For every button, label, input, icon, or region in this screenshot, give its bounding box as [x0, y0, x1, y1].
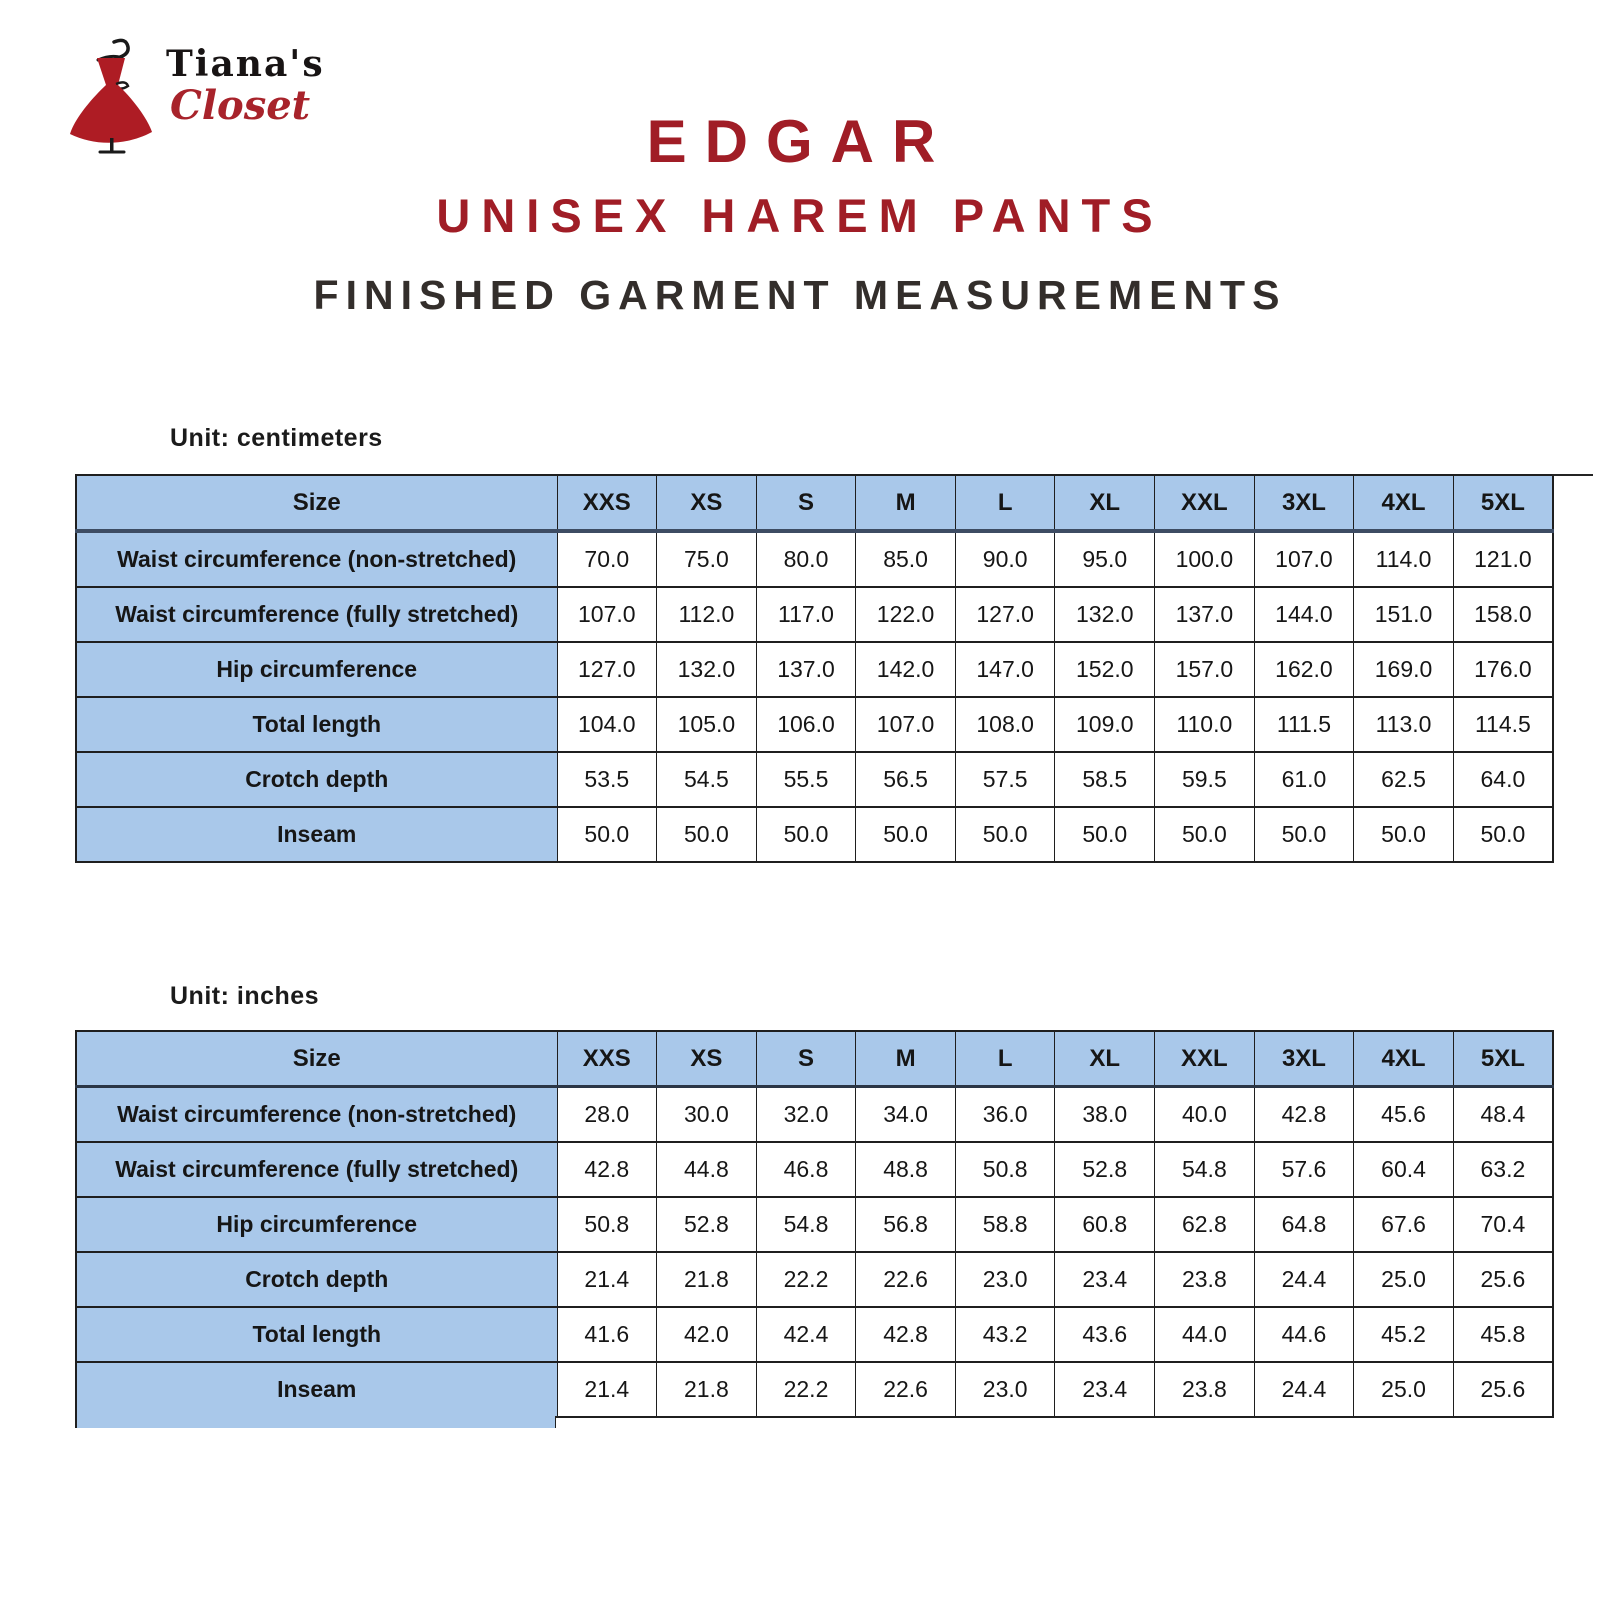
value-cell: 50.0: [1453, 807, 1553, 862]
value-cell: 23.4: [1055, 1252, 1155, 1307]
value-cell: 60.4: [1354, 1142, 1454, 1197]
value-cell: 127.0: [557, 642, 657, 697]
value-cell: 112.0: [657, 587, 757, 642]
value-cell: 48.8: [856, 1142, 956, 1197]
value-cell: 113.0: [1354, 697, 1454, 752]
unit-label-centimeters: Unit: centimeters: [170, 424, 383, 452]
value-cell: 176.0: [1453, 642, 1553, 697]
column-header-m: M: [856, 1031, 956, 1087]
value-cell: 34.0: [856, 1087, 956, 1143]
row-label: Waist circumference (non-stretched): [76, 1087, 557, 1143]
column-header-3xl: 3XL: [1254, 475, 1354, 531]
section-heading: FINISHED GARMENT MEASUREMENTS: [313, 272, 1287, 319]
column-header-4xl: 4XL: [1354, 1031, 1454, 1087]
column-header-xxs: XXS: [557, 475, 657, 531]
value-cell: 132.0: [1055, 587, 1155, 642]
value-cell: 147.0: [955, 642, 1055, 697]
value-cell: 44.6: [1254, 1307, 1354, 1362]
value-cell: 44.0: [1155, 1307, 1255, 1362]
value-cell: 43.2: [955, 1307, 1055, 1362]
value-cell: 114.5: [1453, 697, 1553, 752]
value-cell: 23.8: [1155, 1362, 1255, 1417]
value-cell: 23.8: [1155, 1252, 1255, 1307]
value-cell: 106.0: [756, 697, 856, 752]
value-cell: 137.0: [1155, 587, 1255, 642]
value-cell: 70.4: [1453, 1197, 1553, 1252]
page-subtitle: UNISEX HAREM PANTS: [436, 189, 1164, 242]
unit-label-inches: Unit: inches: [170, 982, 320, 1010]
value-cell: 64.8: [1254, 1197, 1354, 1252]
value-cell: 50.0: [657, 807, 757, 862]
value-cell: 50.0: [557, 807, 657, 862]
value-cell: 22.6: [856, 1252, 956, 1307]
table-row: [76, 807, 1553, 862]
value-cell: 54.8: [756, 1197, 856, 1252]
brand-name-line2: Closet: [170, 82, 311, 129]
value-cell: 50.8: [955, 1142, 1055, 1197]
column-header-5xl: 5XL: [1453, 1031, 1553, 1087]
column-header-m: M: [856, 475, 956, 531]
value-cell: 58.5: [1055, 752, 1155, 807]
value-cell: 109.0: [1055, 697, 1155, 752]
value-cell: 50.0: [1354, 807, 1454, 862]
value-cell: 41.6: [557, 1307, 657, 1362]
value-cell: 59.5: [1155, 752, 1255, 807]
value-cell: 42.8: [1254, 1087, 1354, 1143]
value-cell: 64.0: [1453, 752, 1553, 807]
value-cell: 23.4: [1055, 1362, 1155, 1417]
value-cell: 114.0: [1354, 531, 1454, 587]
value-cell: 75.0: [657, 531, 757, 587]
row-label: Hip circumference: [76, 642, 557, 697]
value-cell: 46.8: [756, 1142, 856, 1197]
size-column-header: Size: [76, 475, 557, 531]
gridline-artifact: [1552, 474, 1593, 476]
header-row: [76, 475, 1553, 531]
column-header-xs: XS: [657, 1031, 757, 1087]
table-row: [76, 642, 1553, 697]
value-cell: 54.8: [1155, 1142, 1255, 1197]
value-cell: 95.0: [1055, 531, 1155, 587]
value-cell: 24.4: [1254, 1362, 1354, 1417]
value-cell: 45.8: [1453, 1307, 1553, 1362]
value-cell: 56.5: [856, 752, 956, 807]
inches-table-container: [75, 1030, 1554, 1428]
value-cell: 85.0: [856, 531, 956, 587]
title-block: [0, 110, 1600, 317]
value-cell: 162.0: [1254, 642, 1354, 697]
value-cell: 42.8: [856, 1307, 956, 1362]
label-column-tail: [75, 1416, 556, 1428]
value-cell: 50.0: [1055, 807, 1155, 862]
value-cell: 43.6: [1055, 1307, 1155, 1362]
value-cell: 21.4: [557, 1252, 657, 1307]
value-cell: 22.2: [756, 1362, 856, 1417]
size-table-centimeters: [75, 474, 1554, 863]
value-cell: 40.0: [1155, 1087, 1255, 1143]
column-header-xxl: XXL: [1155, 1031, 1255, 1087]
brand-name-line1: Tiana's: [166, 43, 325, 85]
value-cell: 50.8: [557, 1197, 657, 1252]
table-row: [76, 1362, 1553, 1417]
column-header-l: L: [955, 475, 1055, 531]
value-cell: 57.5: [955, 752, 1055, 807]
value-cell: 50.0: [756, 807, 856, 862]
value-cell: 107.0: [856, 697, 956, 752]
table-row: [76, 1142, 1553, 1197]
table-row: [76, 531, 1553, 587]
value-cell: 61.0: [1254, 752, 1354, 807]
value-cell: 25.0: [1354, 1252, 1454, 1307]
value-cell: 90.0: [955, 531, 1055, 587]
value-cell: 50.0: [856, 807, 956, 862]
value-cell: 57.6: [1254, 1142, 1354, 1197]
column-header-xl: XL: [1055, 475, 1155, 531]
value-cell: 62.8: [1155, 1197, 1255, 1252]
value-cell: 52.8: [657, 1197, 757, 1252]
table-row: [76, 1087, 1553, 1143]
value-cell: 22.2: [756, 1252, 856, 1307]
column-header-xl: XL: [1055, 1031, 1155, 1087]
value-cell: 42.8: [557, 1142, 657, 1197]
value-cell: 80.0: [756, 531, 856, 587]
table-row: [76, 1197, 1553, 1252]
column-header-s: S: [756, 1031, 856, 1087]
value-cell: 23.0: [955, 1362, 1055, 1417]
value-cell: 62.5: [1354, 752, 1454, 807]
row-label: Total length: [76, 1307, 557, 1362]
value-cell: 32.0: [756, 1087, 856, 1143]
value-cell: 58.8: [955, 1197, 1055, 1252]
row-label: Waist circumference (fully stretched): [76, 1142, 557, 1197]
value-cell: 104.0: [557, 697, 657, 752]
column-header-xxl: XXL: [1155, 475, 1255, 531]
value-cell: 36.0: [955, 1087, 1055, 1143]
value-cell: 132.0: [657, 642, 757, 697]
value-cell: 117.0: [756, 587, 856, 642]
value-cell: 48.4: [1453, 1087, 1553, 1143]
size-table-inches: [75, 1030, 1554, 1418]
value-cell: 144.0: [1254, 587, 1354, 642]
value-cell: 105.0: [657, 697, 757, 752]
value-cell: 50.0: [955, 807, 1055, 862]
value-cell: 21.8: [657, 1362, 757, 1417]
value-cell: 21.4: [557, 1362, 657, 1417]
value-cell: 169.0: [1354, 642, 1454, 697]
value-cell: 38.0: [1055, 1087, 1155, 1143]
value-cell: 54.5: [657, 752, 757, 807]
value-cell: 22.6: [856, 1362, 956, 1417]
value-cell: 107.0: [557, 587, 657, 642]
table-row: [76, 1252, 1553, 1307]
value-cell: 157.0: [1155, 642, 1255, 697]
value-cell: 108.0: [955, 697, 1055, 752]
value-cell: 28.0: [557, 1087, 657, 1143]
row-label: Total length: [76, 697, 557, 752]
page-title: EDGAR: [646, 108, 954, 175]
value-cell: 30.0: [657, 1087, 757, 1143]
value-cell: 67.6: [1354, 1197, 1454, 1252]
column-header-l: L: [955, 1031, 1055, 1087]
value-cell: 152.0: [1055, 642, 1155, 697]
value-cell: 127.0: [955, 587, 1055, 642]
row-label: Waist circumference (non-stretched): [76, 531, 557, 587]
cm-table-container: [75, 474, 1554, 863]
column-header-xxs: XXS: [557, 1031, 657, 1087]
row-label: Hip circumference: [76, 1197, 557, 1252]
column-header-s: S: [756, 475, 856, 531]
value-cell: 151.0: [1354, 587, 1454, 642]
value-cell: 21.8: [657, 1252, 757, 1307]
value-cell: 25.6: [1453, 1252, 1553, 1307]
value-cell: 122.0: [856, 587, 956, 642]
value-cell: 25.6: [1453, 1362, 1553, 1417]
value-cell: 25.0: [1354, 1362, 1454, 1417]
row-label: Waist circumference (fully stretched): [76, 587, 557, 642]
value-cell: 53.5: [557, 752, 657, 807]
row-label: Inseam: [76, 1362, 557, 1417]
value-cell: 56.8: [856, 1197, 956, 1252]
value-cell: 121.0: [1453, 531, 1553, 587]
value-cell: 100.0: [1155, 531, 1255, 587]
value-cell: 158.0: [1453, 587, 1553, 642]
row-label: Crotch depth: [76, 1252, 557, 1307]
value-cell: 24.4: [1254, 1252, 1354, 1307]
value-cell: 60.8: [1055, 1197, 1155, 1252]
value-cell: 52.8: [1055, 1142, 1155, 1197]
value-cell: 110.0: [1155, 697, 1255, 752]
row-label: Inseam: [76, 807, 557, 862]
value-cell: 107.0: [1254, 531, 1354, 587]
column-header-5xl: 5XL: [1453, 475, 1553, 531]
value-cell: 44.8: [657, 1142, 757, 1197]
value-cell: 137.0: [756, 642, 856, 697]
value-cell: 142.0: [856, 642, 956, 697]
table-row: [76, 1307, 1553, 1362]
value-cell: 42.0: [657, 1307, 757, 1362]
header-row: [76, 1031, 1553, 1087]
column-header-3xl: 3XL: [1254, 1031, 1354, 1087]
size-column-header: Size: [76, 1031, 557, 1087]
column-header-xs: XS: [657, 475, 757, 531]
value-cell: 45.6: [1354, 1087, 1454, 1143]
value-cell: 50.0: [1155, 807, 1255, 862]
table-row: [76, 752, 1553, 807]
value-cell: 70.0: [557, 531, 657, 587]
row-label: Crotch depth: [76, 752, 557, 807]
value-cell: 23.0: [955, 1252, 1055, 1307]
value-cell: 63.2: [1453, 1142, 1553, 1197]
value-cell: 42.4: [756, 1307, 856, 1362]
value-cell: 55.5: [756, 752, 856, 807]
column-header-4xl: 4XL: [1354, 475, 1454, 531]
table-row: [76, 697, 1553, 752]
value-cell: 111.5: [1254, 697, 1354, 752]
value-cell: 50.0: [1254, 807, 1354, 862]
table-row: [76, 587, 1553, 642]
value-cell: 45.2: [1354, 1307, 1454, 1362]
